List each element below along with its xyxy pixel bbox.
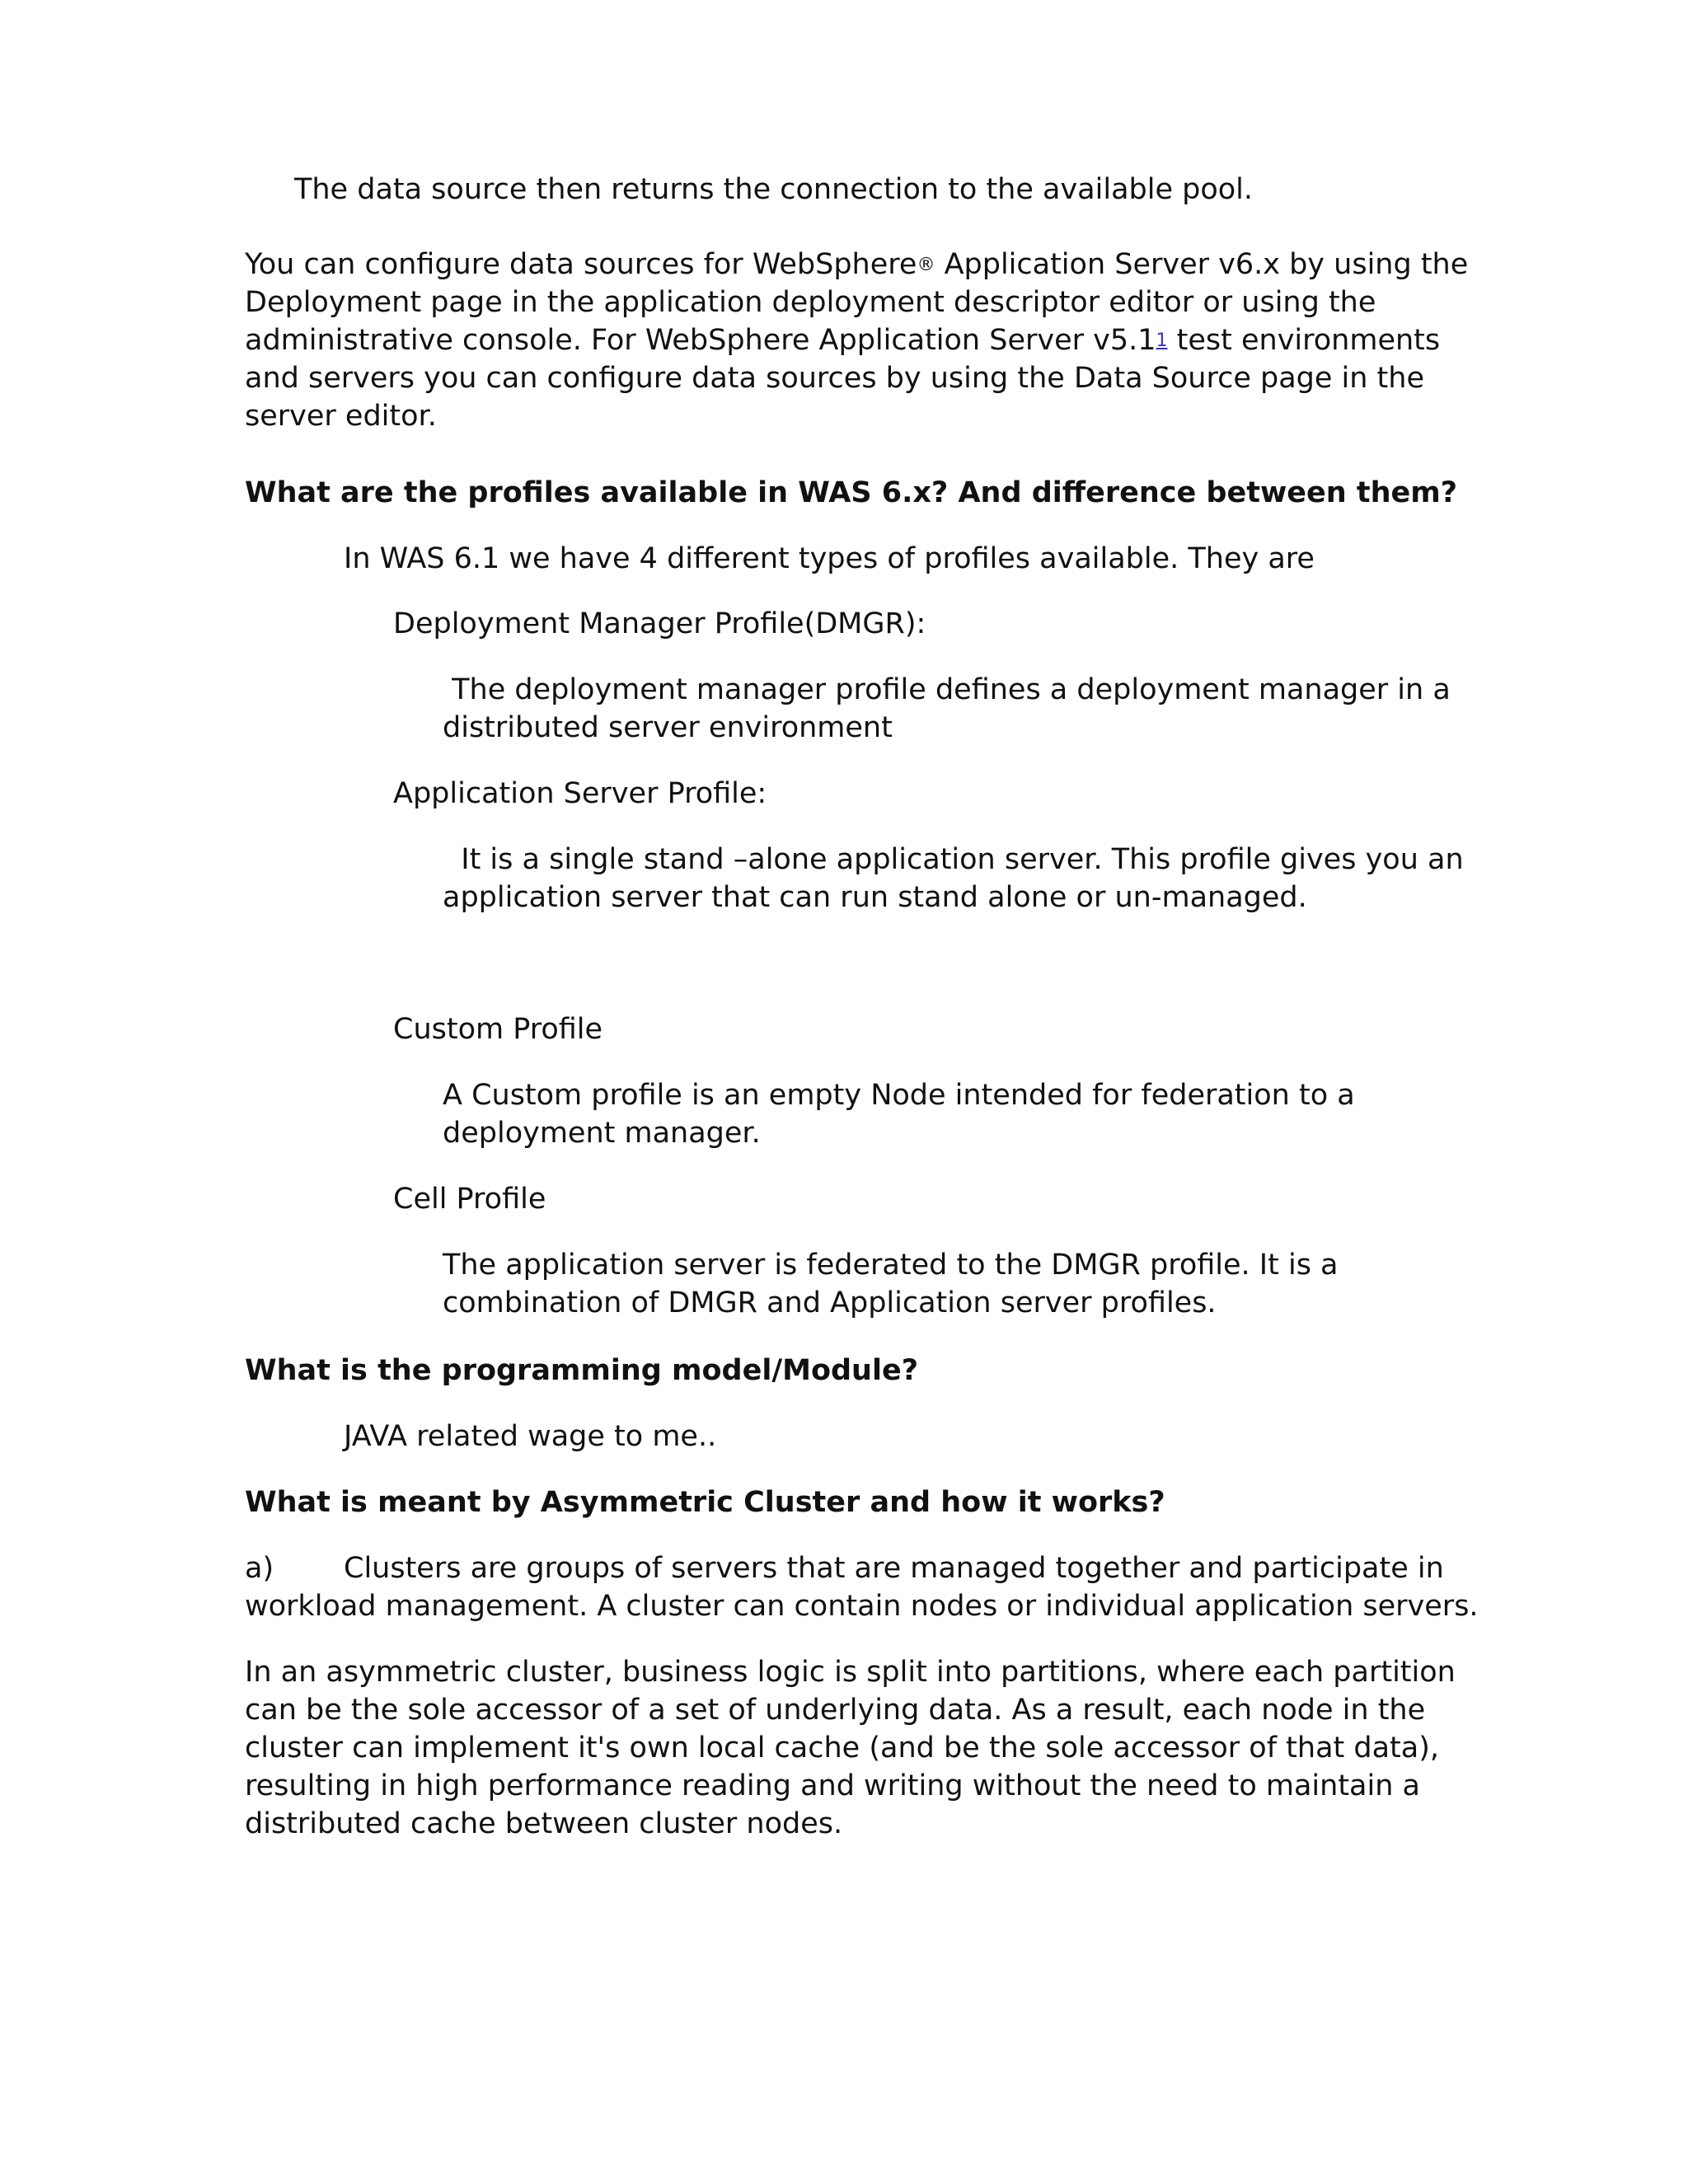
config-line-1-part1: You can configure data sources for WebSphere (245, 248, 917, 281)
config-line-3-part2: test environments (1167, 324, 1441, 357)
dmgr-profile-desc-2: distributed server environment (443, 711, 893, 744)
config-line-1 (245, 246, 1468, 284)
app-server-profile-title: Application Server Profile: (393, 777, 767, 810)
custom-profile-desc-1: A Custom profile is an empty Node intended for federation to a (443, 1079, 1355, 1112)
cluster-para-line-3: cluster can implement it's own local cache (and be the sole accessor of that data), (245, 1732, 1439, 1765)
cluster-para-line-4: resulting in high performance reading and writing without the need to maintain a (245, 1769, 1420, 1802)
cell-profile-desc-2: combination of DMGR and Application server profiles. (443, 1286, 1217, 1319)
cluster-para-line-5: distributed cache between cluster nodes. (245, 1807, 843, 1840)
cluster-para-line-1: In an asymmetric cluster, business logic is split into partitions, where each partition (245, 1656, 1456, 1689)
config-line-4: and servers you can configure data sources by using the Data Source page in the (245, 362, 1425, 395)
cluster-item-line-1: Clusters are groups of servers that are managed together and participate in (344, 1552, 1444, 1585)
dmgr-profile-title: Deployment Manager Profile(DMGR): (393, 607, 926, 640)
config-line-5: server editor. (245, 400, 437, 433)
cell-profile-title: Cell Profile (393, 1183, 546, 1216)
dmgr-profile-desc-1: The deployment manager profile defines a deployment manager in a (443, 673, 1451, 706)
profiles-question-heading: What are the profiles available in WAS 6.x? And difference between them? (245, 476, 1458, 509)
config-line-1-part2: Application Server v6.x by using the (935, 248, 1469, 281)
config-line-3 (245, 321, 1440, 359)
footnote-link[interactable]: 1 (1156, 330, 1168, 351)
app-server-profile-desc-1: It is a single stand –alone application server. This profile gives you an (443, 843, 1464, 876)
app-server-profile-desc-2: application server that can run stand alone or un-managed. (443, 881, 1307, 914)
custom-profile-desc-2: deployment manager. (443, 1117, 761, 1150)
cluster-question-heading: What is meant by Asymmetric Cluster and how it works? (245, 1486, 1165, 1519)
programming-answer: JAVA related wage to me.. (344, 1420, 717, 1453)
pool-line: The data source then returns the connection to the available pool. (294, 173, 1254, 206)
registered-mark: ® (917, 255, 935, 275)
profiles-intro: In WAS 6.1 we have 4 different types of profiles available. They are (344, 542, 1315, 575)
cluster-item-marker: a) (245, 1552, 274, 1585)
cluster-item-line-2: workload management. A cluster can contain nodes or individual application servers. (245, 1590, 1479, 1623)
cell-profile-desc-1: The application server is federated to the DMGR profile. It is a (443, 1249, 1339, 1282)
programming-question-heading: What is the programming model/Module? (245, 1354, 918, 1387)
config-line-3-part1: administrative console. For WebSphere Application Server v5.1 (245, 324, 1156, 357)
custom-profile-title: Custom Profile (393, 1013, 603, 1046)
cluster-para-line-2: can be the sole accessor of a set of underlying data. As a result, each node in the (245, 1694, 1426, 1727)
config-line-2: Deployment page in the application deployment descriptor editor or using the (245, 286, 1376, 319)
